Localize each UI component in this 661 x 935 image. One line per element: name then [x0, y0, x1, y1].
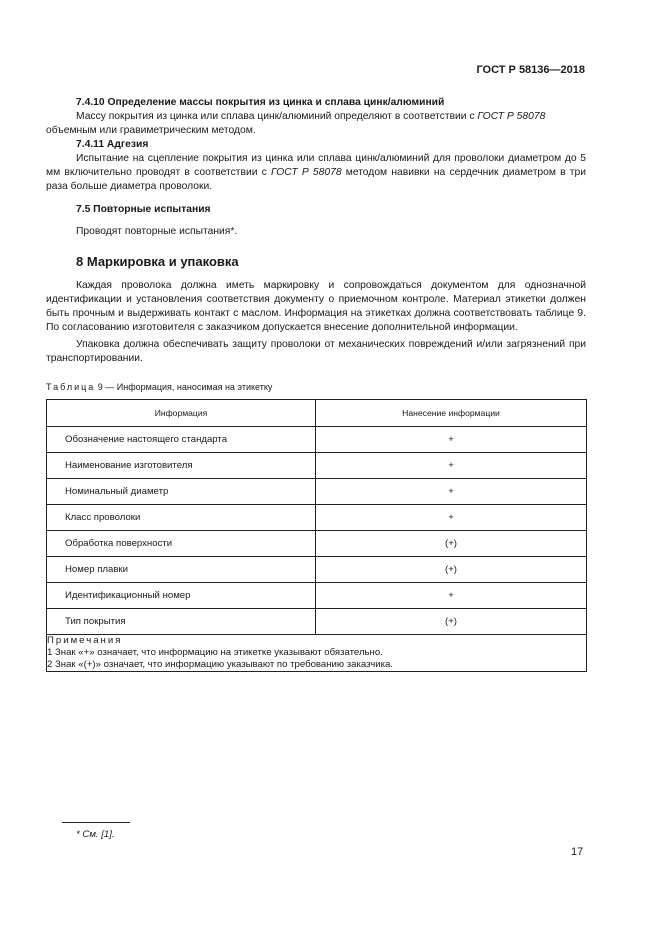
- table-notes: [47, 635, 587, 672]
- note-2: 2 Знак «(+)» означает, что информацию указывают по требованию заказчика.: [47, 659, 393, 670]
- para-7-4-11: [46, 152, 586, 194]
- table-cell-info: Наименование изготовителя: [47, 453, 316, 479]
- table-row: [47, 427, 587, 453]
- heading-7-4-11: 7.4.11 Адгезия: [76, 139, 149, 150]
- heading-section-8: 8 Маркировка и упаковка: [76, 254, 239, 269]
- table-row: [47, 583, 587, 609]
- para-8-2: Упаковка должна обеспечивать защиту проволоки от механических повреждений и/или загрязнений при транспортировании.: [46, 339, 586, 364]
- page-number: 17: [571, 846, 584, 858]
- table-row: [47, 531, 587, 557]
- para-8-1: Каждая проволока должна иметь маркировку и сопровождаться документом для однозначной идентификации и установления соответствия документу о приемочном контроле. Материал этикетки должен быть прочным и выдерживать контакт с маслом. Информация на этикетках должна соответствовать таблице 9. По согласованию изготовителя с заказчиком допускается внесение дополнительной информации.: [46, 280, 586, 333]
- table-cell-info: Класс проволоки: [47, 505, 316, 531]
- table-caption: [46, 380, 586, 394]
- table-header-row: [47, 400, 587, 427]
- table-row: [47, 479, 587, 505]
- table-notes-row: [47, 635, 587, 672]
- para-7-4-10-text-end: объемным или гравиметрическим методом.: [46, 125, 256, 136]
- table-cell-info: Номер плавки: [47, 557, 316, 583]
- table-header-marking: Нанесение информации: [316, 400, 587, 427]
- table-cell-info: Обозначение настоящего стандарта: [47, 427, 316, 453]
- gost-reference: ГОСТ Р 58078: [477, 111, 546, 122]
- table-caption-label: Таблица: [46, 382, 96, 392]
- table-cell-info: Тип покрытия: [47, 609, 316, 635]
- footnote: * См. [1].: [76, 829, 115, 840]
- gost-reference: ГОСТ Р 58078: [271, 167, 342, 178]
- table-cell-marking: (+): [316, 609, 587, 635]
- table-cell-info: Идентификационный номер: [47, 583, 316, 609]
- table-cell-marking: +: [316, 427, 587, 453]
- page-content: [46, 96, 586, 672]
- table-cell-marking: +: [316, 583, 587, 609]
- table-cell-info: Обработка поверхности: [47, 531, 316, 557]
- table-row: [47, 505, 587, 531]
- notes-title: Примечания: [47, 635, 123, 646]
- document-id: ГОСТ Р 58136—2018: [476, 64, 585, 76]
- table-cell-marking: +: [316, 479, 587, 505]
- footnote-divider: [62, 822, 130, 823]
- table-caption-text: 9 — Информация, наносимая на этикетку: [95, 382, 273, 392]
- label-info-table: [46, 399, 587, 672]
- para-7-4-10: [46, 110, 586, 138]
- table-cell-marking: (+): [316, 531, 587, 557]
- table-row: [47, 453, 587, 479]
- para-7-4-10-text: Массу покрытия из цинка или сплава цинк/алюминий определяют в соответствии с: [76, 111, 478, 122]
- table-row: [47, 609, 587, 635]
- para-7-4-11-text: Испытание на сцепление покрытия из цинка или сплава цинк/алюминий для проволоки диаметром до 5 мм включительно проводят в соответствии с: [46, 153, 586, 178]
- heading-7-4-10: 7.4.10 Определение массы покрытия из цинка и сплава цинк/алюминий: [76, 97, 445, 108]
- table-cell-marking: +: [316, 453, 587, 479]
- table-header-info: Информация: [47, 400, 316, 427]
- table-cell-info: Номинальный диаметр: [47, 479, 316, 505]
- table-cell-marking: (+): [316, 557, 587, 583]
- table-cell-marking: +: [316, 505, 587, 531]
- para-7-5: Проводят повторные испытания*.: [76, 226, 238, 237]
- table-row: [47, 557, 587, 583]
- note-1: 1 Знак «+» означает, что информацию на этикетке указывают обязательно.: [47, 647, 383, 658]
- para-7-4-11-text-end: методом навивки на сердечник диаметром в три раза больше диаметра проволоки.: [46, 167, 586, 192]
- heading-7-5: 7.5 Повторные испытания: [76, 204, 211, 215]
